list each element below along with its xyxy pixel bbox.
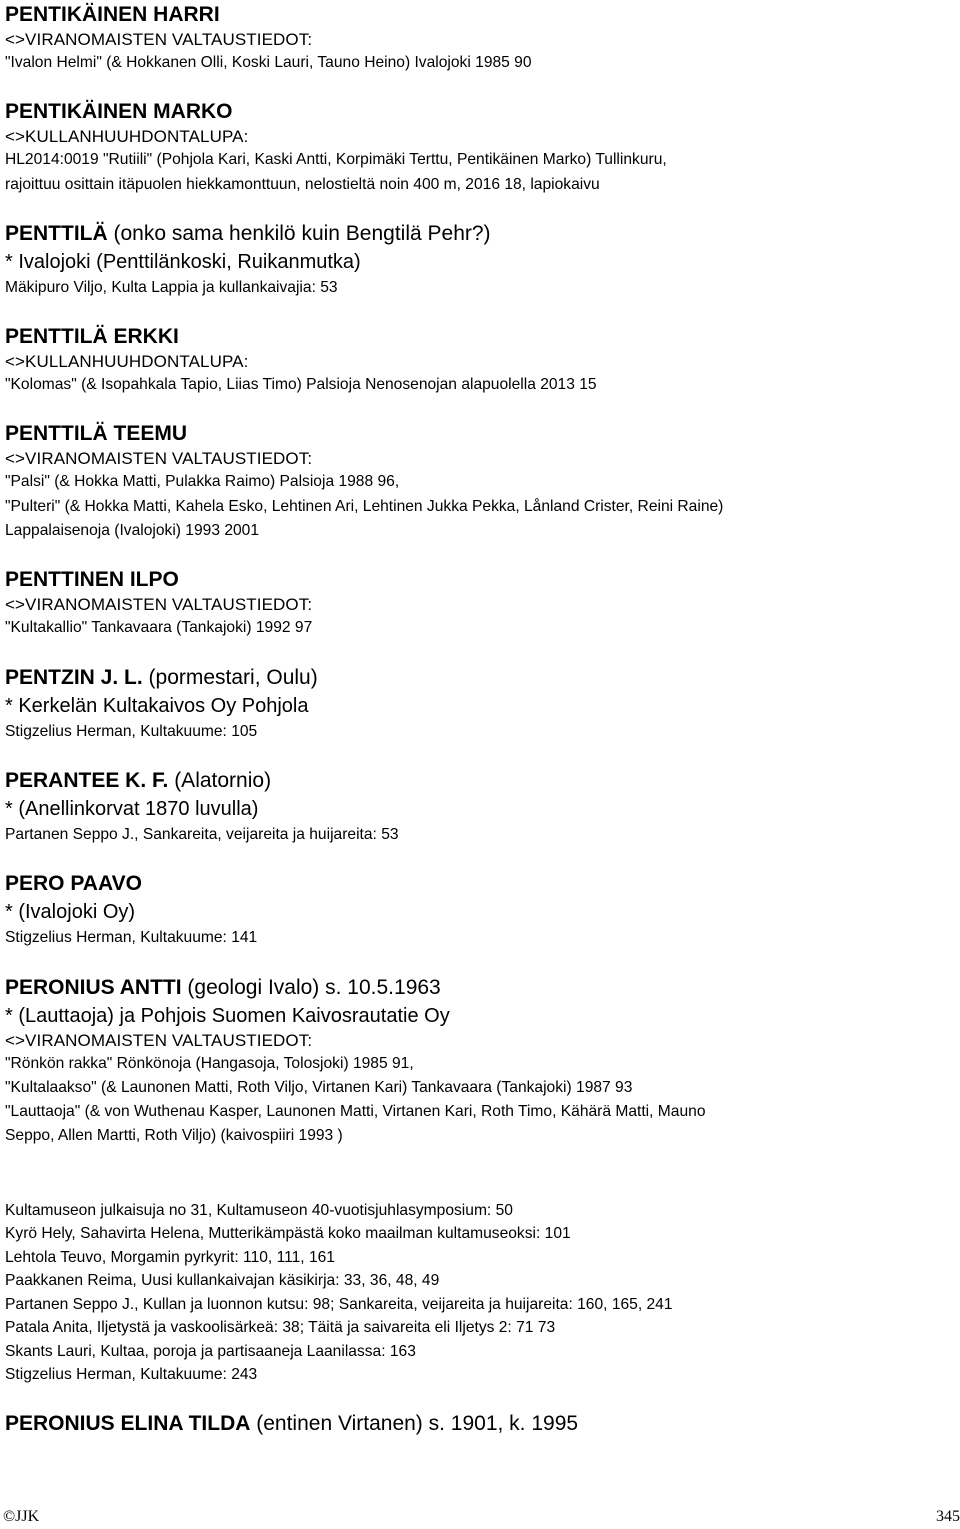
entry-line: Lappalaisenoja (Ivalojoki) 1993 2001 bbox=[5, 522, 260, 540]
entry-name: PENTTILÄ bbox=[5, 221, 108, 245]
entry-note: (geologi Ivalo) s. 10.5.1963 bbox=[181, 975, 441, 999]
entry-reference: Kultamuseon julkaisuja no 31, Kultamuseon 40-vuotisjuhlasymposium: 50 bbox=[5, 1201, 513, 1219]
entry-line: Seppo, Allen Martti, Roth Viljo) (kaivospiiri 1993 ) bbox=[5, 1127, 343, 1145]
entry-heading bbox=[5, 419, 957, 448]
entry-heading bbox=[5, 0, 957, 29]
registry-entry bbox=[5, 663, 957, 744]
entry-line: rajoittuu osittain itäpuolen hiekkamonttuun, nelostieltä noin 400 m, 2016 18, lapiokaivu bbox=[5, 175, 600, 193]
entry-line: Mäkipuro Viljo, Kulta Lappia ja kullankaivajia: 53 bbox=[5, 278, 338, 296]
entry-heading bbox=[5, 565, 957, 594]
entry-name: PENTIKÄINEN HARRI bbox=[5, 3, 220, 26]
entry-line: "Rönkön rakka" Rönkönoja (Hangasoja, Tolosjoki) 1985 91, bbox=[5, 1054, 414, 1072]
entry-heading bbox=[5, 322, 957, 351]
entry-reference: Lehtola Teuvo, Morgamin pyrkyrit: 110, 111, 161 bbox=[5, 1248, 335, 1266]
registry-entry bbox=[5, 0, 957, 75]
entry-heading bbox=[5, 766, 957, 795]
registry-entry bbox=[5, 973, 957, 1387]
entry-note: (pormestari, Oulu) bbox=[142, 665, 318, 689]
entry-heading bbox=[5, 869, 957, 898]
entry-company: * Ivalojoki (Penttilänkoski, Ruikanmutka) bbox=[5, 250, 361, 273]
entry-gap bbox=[5, 641, 957, 663]
entry-section-tag: <>VIRANOMAISTEN VALTAUSTIEDOT: bbox=[5, 449, 313, 469]
entry-heading bbox=[5, 97, 957, 126]
entry-line: Stigzelius Herman, Kultakuume: 105 bbox=[5, 722, 258, 740]
entry-section-tag: <>VIRANOMAISTEN VALTAUSTIEDOT: bbox=[5, 30, 313, 49]
entry-note: (entinen Virtanen) s. 1901, k. 1995 bbox=[250, 1411, 579, 1435]
entry-name: PERONIUS ELINA TILDA bbox=[5, 1411, 251, 1435]
copyright-mark: ©JJK bbox=[3, 1508, 40, 1525]
entry-reference: Stigzelius Herman, Kultakuume: 243 bbox=[5, 1366, 258, 1384]
page-number: 345 bbox=[936, 1508, 960, 1525]
entry-reference: Patala Anita, Iljetystä ja vaskoolisärkeä: 38; Täitä ja saivareita eli Iljetys 2: 71 73 bbox=[5, 1319, 556, 1337]
entry-line: Partanen Seppo J., Sankareita, veijareita ja huijareita: 53 bbox=[5, 825, 399, 843]
entry-gap bbox=[5, 197, 957, 219]
entry-gap bbox=[5, 397, 957, 419]
entry-note: (Alatornio) bbox=[168, 768, 272, 792]
registry-entry bbox=[5, 869, 957, 950]
entry-gap bbox=[5, 300, 957, 322]
entry-line: HL2014:0019 "Rutiili" (Pohjola Kari, Kaski Antti, Korpimäki Terttu, Pentikäinen Marko) Tullinkuru, bbox=[5, 151, 667, 169]
entry-name: PERO PAAVO bbox=[5, 872, 142, 896]
entry-line: "Kultakallio" Tankavaara (Tankajoki) 1992 97 bbox=[5, 619, 313, 637]
entry-gap bbox=[5, 744, 957, 766]
entry-heading bbox=[5, 973, 957, 1002]
entry-section-tag: <>KULLANHUUHDONTALUPA: bbox=[5, 127, 249, 147]
entry-name: PENTTINEN ILPO bbox=[5, 568, 179, 592]
entry-heading bbox=[5, 219, 957, 248]
entry-line: "Lauttaoja" (& von Wuthenau Kasper, Launonen Matti, Virtanen Kari, Roth Timo, Kähärä Matti, Mauno bbox=[5, 1103, 706, 1121]
entry-reference: Paakkanen Reima, Uusi kullankaivajan käsikirja: 33, 36, 48, 49 bbox=[5, 1272, 440, 1290]
entry-line: "Kolomas" (& Isopahkala Tapio, Liias Timo) Palsioja Nenosenojan alapuolella 2013 15 bbox=[5, 376, 597, 394]
entry-reference: Skants Lauri, Kultaa, poroja ja partisaaneja Laanilassa: 163 bbox=[5, 1342, 416, 1360]
entry-name: PENTTILÄ TEEMU bbox=[5, 422, 187, 446]
page-footer bbox=[0, 1508, 960, 1529]
entry-line: Stigzelius Herman, Kultakuume: 141 bbox=[5, 929, 258, 947]
entry-company: * Kerkelän Kultakaivos Oy Pohjola bbox=[5, 694, 309, 717]
entry-section-tag: <>KULLANHUUHDONTALUPA: bbox=[5, 352, 249, 372]
entry-gap bbox=[5, 951, 957, 973]
registry-entry bbox=[5, 322, 957, 397]
entry-name: PENTTILÄ ERKKI bbox=[5, 325, 179, 349]
document-page bbox=[5, 0, 957, 1438]
entry-gap bbox=[5, 847, 957, 869]
entry-company: * (Lauttaoja) ja Pohjois Suomen Kaivosrautatie Oy bbox=[5, 1004, 450, 1027]
entry-heading bbox=[5, 663, 957, 692]
registry-entry bbox=[5, 419, 957, 543]
entry-spacer bbox=[5, 1165, 957, 1183]
entry-name: PENTZIN J. L. bbox=[5, 665, 143, 689]
entry-line: "Kultalaakso" (& Launonen Matti, Roth Viljo, Virtanen Kari) Tankavaara (Tankajoki) 1987 93 bbox=[5, 1078, 633, 1096]
entry-gap bbox=[5, 1387, 957, 1409]
entry-gap bbox=[5, 75, 957, 97]
entry-section-tag: <>VIRANOMAISTEN VALTAUSTIEDOT: bbox=[5, 1030, 313, 1050]
registry-entry bbox=[5, 97, 957, 197]
entry-note: (onko sama henkilö kuin Bengtilä Pehr?) bbox=[107, 221, 491, 245]
registry-entry bbox=[5, 565, 957, 640]
entry-section-tag: <>VIRANOMAISTEN VALTAUSTIEDOT: bbox=[5, 595, 313, 615]
entry-reference: Kyrö Hely, Sahavirta Helena, Mutterikämpästä koko maailman kultamuseoksi: 101 bbox=[5, 1225, 571, 1243]
entry-name: PENTIKÄINEN MARKO bbox=[5, 100, 233, 124]
registry-entry bbox=[5, 219, 957, 300]
entry-line: "Pulteri" (& Hokka Matti, Kahela Esko, Lehtinen Ari, Lehtinen Jukka Pekka, Lånland Crister, Reini Raine) bbox=[5, 497, 724, 515]
entry-name: PERANTEE K. F. bbox=[5, 768, 169, 792]
entry-reference: Partanen Seppo J., Kullan ja luonnon kutsu: 98; Sankareita, veijareita ja huijareita: 160, 165, 241 bbox=[5, 1295, 673, 1313]
entry-line: "Ivalon Helmi" (& Hokkanen Olli, Koski Lauri, Tauno Heino) Ivalojoki 1985 90 bbox=[5, 54, 532, 71]
registry-entry bbox=[5, 1409, 957, 1438]
entry-gap bbox=[5, 543, 957, 565]
entry-company: * (Anellinkorvat 1870 luvulla) bbox=[5, 797, 259, 820]
entry-heading bbox=[5, 1409, 957, 1438]
registry-entry bbox=[5, 766, 957, 847]
entry-name: PERONIUS ANTTI bbox=[5, 975, 182, 999]
entry-line: "Palsi" (& Hokka Matti, Pulakka Raimo) Palsioja 1988 96, bbox=[5, 473, 400, 491]
entry-company: * (Ivalojoki Oy) bbox=[5, 901, 136, 924]
